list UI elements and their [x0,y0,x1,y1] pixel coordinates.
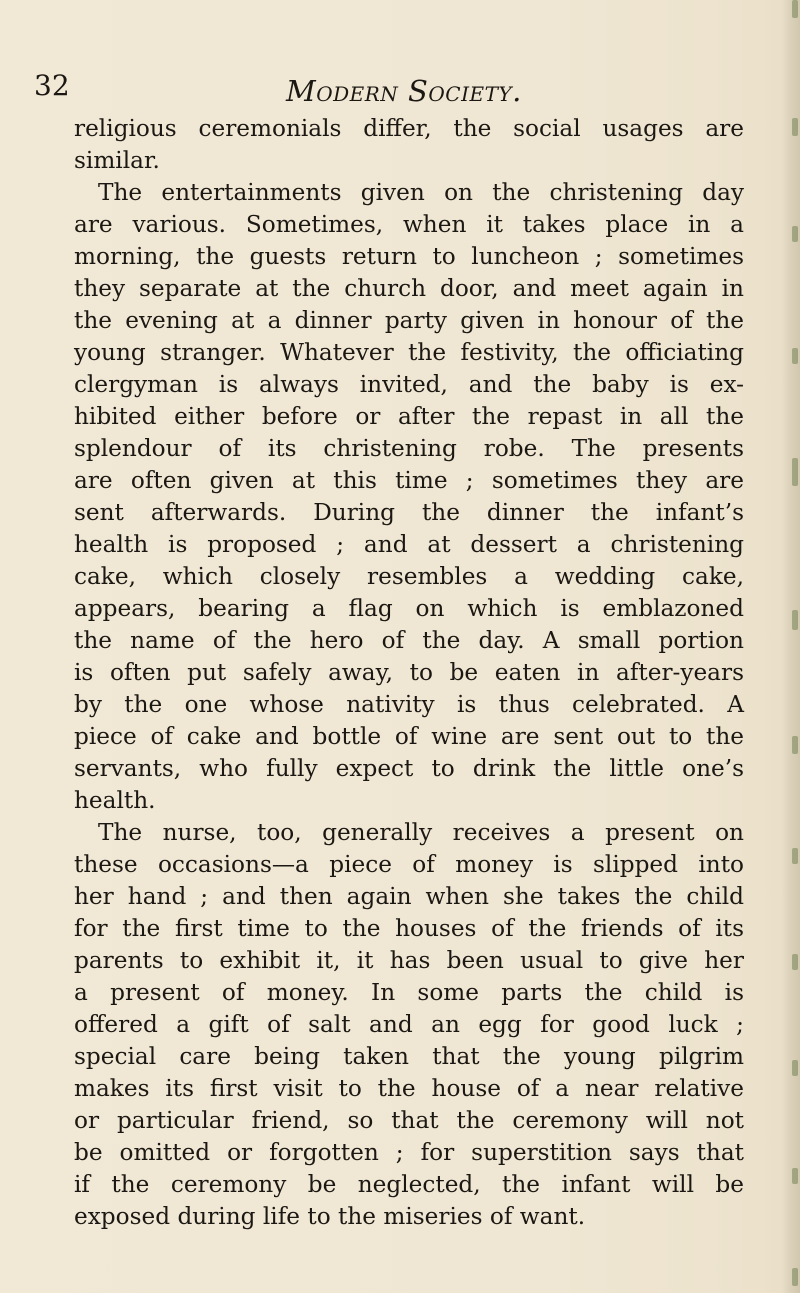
text-line: health. [74,787,156,814]
text-line: parents to exhibit it, it has been usual to give her [74,947,744,974]
text-line: offered a gift of salt and an egg for good luck ; [74,1011,744,1038]
text-line: piece of cake and bottle of wine are sent out to the [74,723,744,750]
page-edge [782,0,800,1293]
text-line: makes its first visit to the house of a near relative [74,1075,744,1102]
text-line: religious ceremonials differ, the social usages are [74,115,744,142]
paragraph-first-line: The nurse, too, generally receives a present on [98,819,744,846]
running-head: Modern Society. [286,74,522,108]
text-line: her hand ; and then again when she takes the child [74,883,744,910]
text-line: special care being taken that the young pilgrim [74,1043,744,1070]
edge-stain-mark [792,226,798,242]
text-line: hibited either before or after the repast in all the [74,403,744,430]
text-line: similar. [74,147,160,174]
page-header [34,69,754,110]
edge-stain-mark [792,0,798,18]
body-text [74,113,744,1233]
text-line: morning, the guests return to luncheon ; sometimes [74,243,744,270]
text-line: are often given at this time ; sometimes they are [74,467,744,494]
text-line: is often put safely away, to be eaten in after-years [74,659,744,686]
edge-stain-mark [792,736,798,754]
text-line: cake, which closely resembles a wedding cake, [74,563,744,590]
text-line: the evening at a dinner party given in honour of the [74,307,744,334]
text-line: young stranger. Whatever the festivity, the officiating [74,339,744,366]
text-line: are various. Sometimes, when it takes place in a [74,211,744,238]
text-line: the name of the hero of the day. A small portion [74,627,744,654]
text-line: by the one whose nativity is thus celebrated. A [74,691,744,718]
text-line: splendour of its christening robe. The presents [74,435,744,462]
text-line: or particular friend, so that the ceremony will not [74,1107,744,1134]
paragraph-first-line: The entertainments given on the christening day [98,179,744,206]
edge-stain-mark [792,610,798,630]
text-line: a present of money. In some parts the child is [74,979,744,1006]
edge-stain-mark [792,954,798,970]
text-line: for the first time to the houses of the friends of its [74,915,744,942]
text-line: clergyman is always invited, and the baby is ex- [74,371,744,398]
text-line: if the ceremony be neglected, the infant will be [74,1171,744,1198]
text-line: health is proposed ; and at dessert a christening [74,531,744,558]
edge-stain-mark [792,118,798,136]
text-line: servants, who fully expect to drink the little one’s [74,755,744,782]
text-line: exposed during life to the miseries of want. [74,1203,586,1230]
text-line: they separate at the church door, and meet again in [74,275,744,302]
text-line: sent afterwards. During the dinner the infant’s [74,499,744,526]
edge-stain-mark [792,348,798,364]
text-line: be omitted or forgotten ; for superstition says that [74,1139,744,1166]
edge-stain-mark [792,1268,798,1286]
text-line: these occasions—a piece of money is slipped into [74,851,744,878]
edge-stain-mark [792,458,798,486]
edge-stain-mark [792,1060,798,1076]
page-number: 32 [34,69,70,102]
edge-stain-mark [792,848,798,864]
edge-stain-mark [792,1168,798,1184]
text-line: appears, bearing a flag on which is emblazoned [74,595,744,622]
